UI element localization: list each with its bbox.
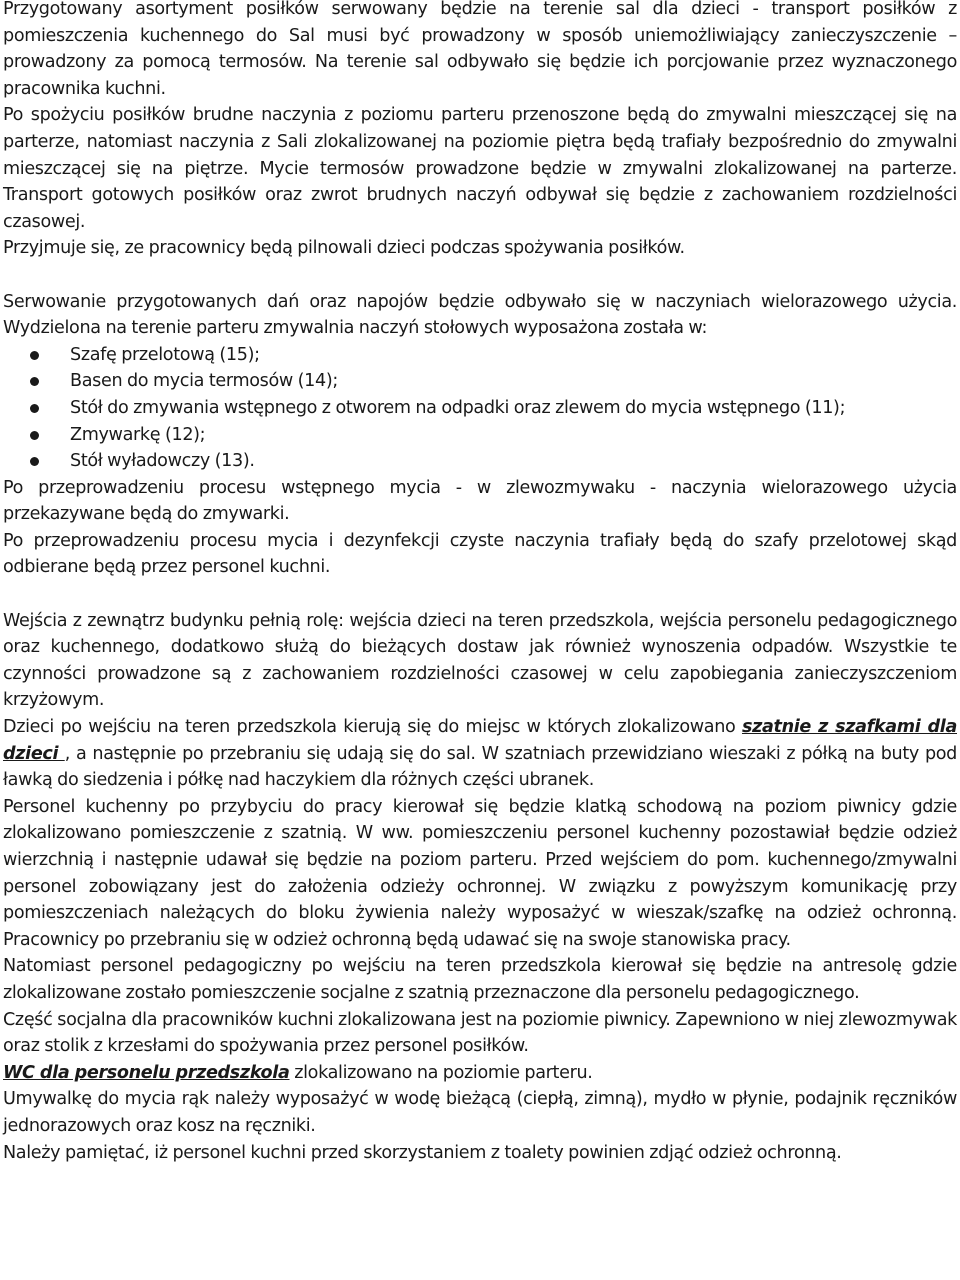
paragraph-text: zlokalizowano na poziomie parteru. (289, 1062, 593, 1083)
bullet-icon (30, 404, 39, 413)
paragraph-text: , a następnie po przebraniu się udają się do sal. W szatniach przewidziano wieszaki z półką na buty pod ławką do siedzenia i półkę nad haczykiem dla różnych części ubranek. (3, 743, 957, 791)
paragraph-dirty-dishes: Po spożyciu posiłków brudne naczynia z poziomu parteru przenoszone będą do zmywalni mieszczącej się na parterze, natomiast naczynia z Sali zlokalizowanej na poziomie piętra będą trafiały bezpośrednio do zmywalni mieszczącej się na piętrze. Mycie termosów prowadzone będzie w zmywalni zlokalizowanej na parterze. Transport gotowych posiłków oraz zwrot brudnych naczyń odbywał się będzie z zachowaniem rozdzielności czasowej. (3, 105, 957, 232)
emphasis-wc: WC dla personelu przedszkola (3, 1062, 290, 1083)
bullet-icon (30, 377, 39, 386)
paragraph-pedagogical-staff: Natomiast personel pedagogiczny po wejściu na teren przedszkola kierował się będzie na antresolę gdzie zlokalizowane zostało pomieszczenie socjalne z szatnią przeznaczone dla personelu pedagogicznego. (3, 956, 957, 1003)
paragraph-disinfection: Po przeprowadzeniu procesu mycia i dezynfekcji czyste naczynia trafiały będą do szafy przelotowej skąd odbierane będą przez personel kuchni. (3, 530, 957, 578)
bullet-icon (30, 351, 39, 360)
list-item-text: Zmywarkę (12); (70, 424, 206, 445)
paragraph-kitchen-staff: Personel kuchenny po przybyciu do pracy kierował się będzie klatką schodową na poziom piwnicy gdzie zlokalizowano pomieszczenie z szatnią. W ww. pomieszczeniu personel kuchenny pozostawiał będzie odzież wierzchnią i następnie udawał się będzie na poziom parteru. Przed wejściem do pom. kuchennego/zmywalni personel zobowiązany jest do założenia odzieży ochronnej. W związku z powyższym komunikację przy pomieszczeniach należących do bloku żywienia należy wyposażyć w wieszak/szafkę na odzież ochronną. Pracownicy po przebraniu się w odzież ochronną będą udawać się na swoje stanowiska pracy. (3, 796, 957, 950)
paragraph-entrances: Wejścia z zewnątrz budynku pełnią rolę: wejścia dzieci na teren przedszkola, wejścia personelu pedagogicznego oraz kuchennego, dodatkowo służą do bieżących dostaw jak również wynoszenia odpadów. Wszystkie te czynności prowadzone są z zachowaniem rozdzielności czasowej w celu zapobiegania zanieczyszczeniom krzyżowym. (3, 610, 957, 711)
spacer (3, 581, 957, 608)
paragraph-wc (3, 1060, 957, 1087)
paragraph-washbasin: Umywalkę do mycia rąk należy wyposażyć w wodę bieżącą (ciepłą, zimną), mydło w płynie, podajnik ręczników jednorazowych oraz kosz na ręczniki. (3, 1089, 957, 1136)
list-item-text: Stół wyładowczy (13). (70, 451, 255, 472)
document-body (3, 0, 957, 1166)
paragraph-serving: Serwowanie przygotowanych dań oraz napojów będzie odbywało się w naczyniach wielorazowego użycia. Wydzielona na terenie parteru zmywalnia naczyń stołowych wyposażona została w: (3, 291, 957, 339)
paragraph-supervision: Przyjmuje się, ze pracownicy będą pilnowali dzieci podczas spożywania posiłków. (3, 238, 685, 259)
bullet-icon (30, 457, 39, 466)
list-item (3, 422, 957, 449)
paragraph-text: Dzieci po wejściu na teren przedszkola kierują się do miejsc w których zlokalizowano (3, 717, 742, 738)
list-item (3, 368, 957, 395)
list-item-text: Basen do mycia termosów (14); (70, 371, 338, 392)
spacer (3, 262, 957, 289)
list-item (3, 448, 957, 475)
list-item (3, 395, 957, 422)
list-item-text: Stół do zmywania wstępnego z otworem na odpadki oraz zlewem do mycia wstępnego (11); (70, 397, 846, 418)
paragraph-children-cloakroom (3, 714, 957, 794)
paragraph-prewash: Po przeprowadzeniu procesu wstępnego mycia - w zlewozmywaku - naczynia wielorazowego użycia przekazywane będą do zmywarki. (3, 477, 957, 525)
paragraph-social-area: Część socjalna dla pracowników kuchni zlokalizowana jest na poziomie piwnicy. Zapewniono w niej zlewozmywak oraz stolik z krzesłami do spożywania przez personel posiłków. (3, 1009, 957, 1057)
list-item-text: Szafę przelotową (15); (70, 344, 260, 365)
equipment-list (3, 342, 957, 475)
list-item (3, 342, 957, 369)
paragraph-toilet-rule: Należy pamiętać, iż personel kuchni przed skorzystaniem z toalety powinien zdjąć odzież ochronną. (3, 1142, 842, 1163)
emphasis-cloakroom: szatnie z szafkami dla dzieci (3, 717, 957, 764)
bullet-icon (30, 431, 39, 440)
paragraph-meal-transport: Przygotowany asortyment posiłków serwowany będzie na terenie sal dla dzieci - transport posiłków z pomieszczenia kuchennego do Sal musi być prowadzony w sposób uniemożliwiający zanieczyszczenie – prowadzony za pomocą termosów. Na terenie sal odbywało się będzie ich porcjowanie przez wyznaczonego pracownika kuchni. (3, 0, 957, 99)
